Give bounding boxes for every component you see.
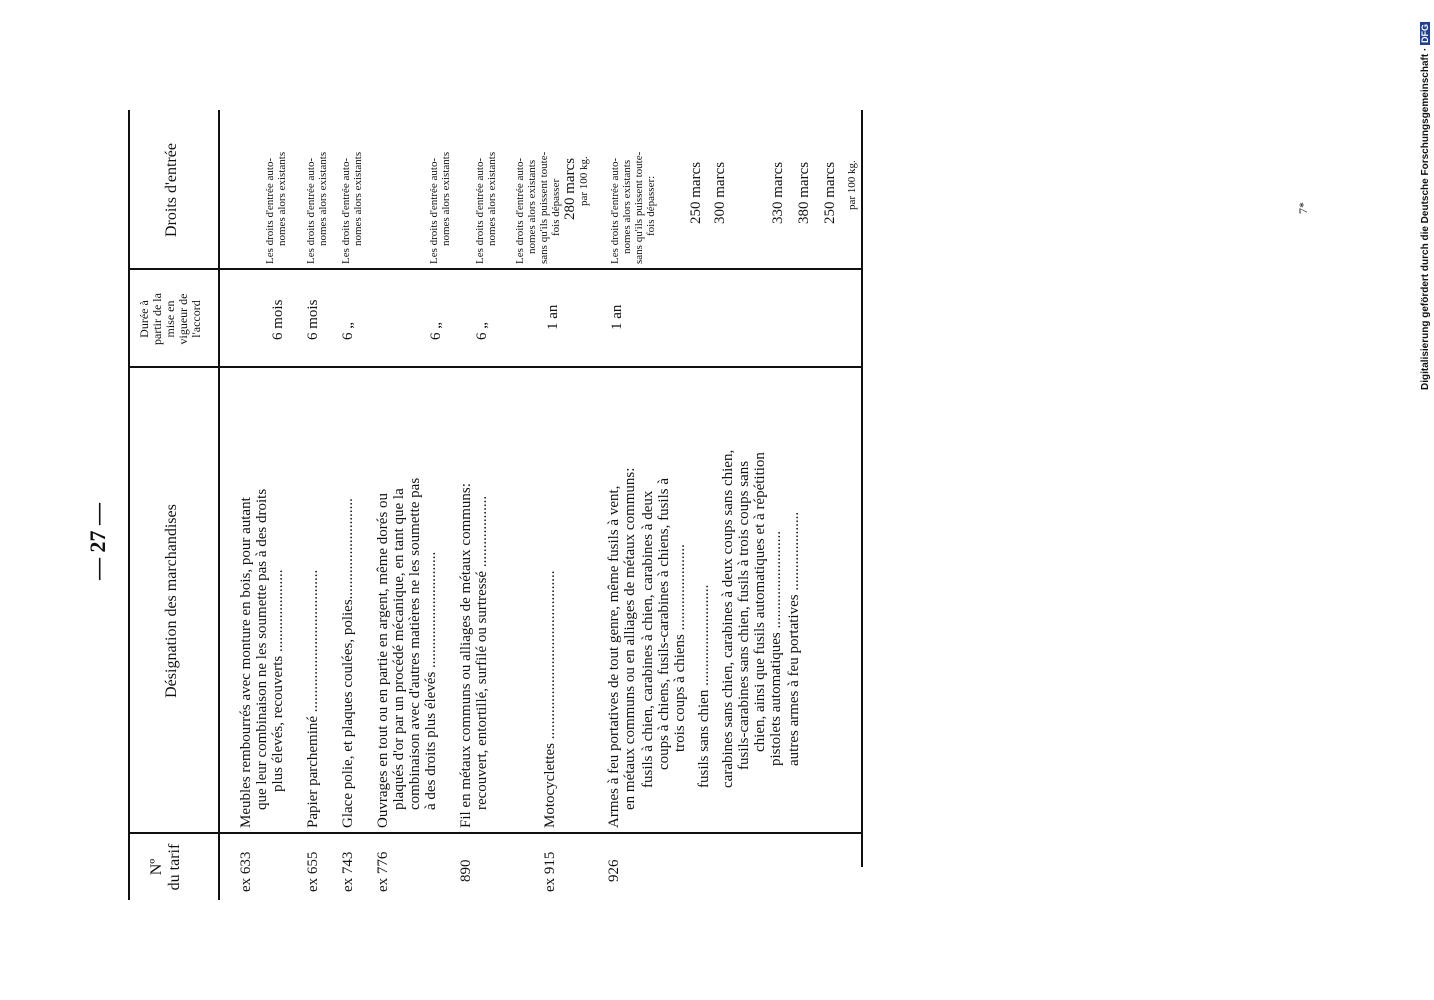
designation-line: Ouvrages en tout ou en partie en argent, même dorés ou [375, 492, 391, 828]
digitization-credit: Digitalisierung gefördert durch die Deutsche Forschungsgemeinschaft · DFG [1420, 23, 1431, 390]
droits-line: Les droits d'entrée auto- [428, 157, 440, 264]
row-tarif: ex 633 [238, 851, 254, 892]
droits-unit: par 100 kg. [846, 160, 858, 210]
droits-line: sans qu'ils puissent toute- [538, 151, 550, 264]
row-droits [609, 99, 657, 264]
subitem-line: pistolets automatiques .......................... [768, 531, 784, 766]
droits-line: Les droits d'entrée auto- [305, 157, 317, 264]
droits-value: 250 marcs [822, 161, 838, 224]
droits-unit: par 100 kg. [578, 156, 590, 206]
row-designation [458, 373, 490, 828]
folio-mark: 7* [1296, 202, 1310, 214]
row-designation [542, 373, 558, 828]
droits-line: nomes alors existants [276, 151, 288, 246]
designation-line: combinaison avec d'autres matières ne les soumette pas [407, 477, 423, 810]
row-duree: 6 „ [340, 322, 356, 340]
header-duree-line3: mise en [163, 300, 177, 338]
designation-line: plus élevés, recouverts ...................... [270, 569, 286, 792]
page-number: — 27 — [85, 503, 110, 580]
col-rule-2 [128, 366, 862, 368]
header-droits: Droits d'entrée [163, 143, 180, 237]
designation-line: Glace polie, et plaques coulées, polies........................... [340, 498, 356, 828]
droits-line: sans qu'ils puissent toute- [633, 151, 645, 264]
droits-line: Les droits d'entrée auto- [609, 157, 621, 264]
subitem-line: fusils-carabines sans chien, fusils à trois coups sans [736, 460, 752, 770]
designation-line: Fil en métaux communs ou alliages de métaux communs: [458, 483, 474, 828]
subitem [720, 373, 768, 828]
droits-line: Les droits d'entrée auto- [474, 157, 486, 264]
row-droits [514, 99, 590, 264]
row-droits [474, 99, 498, 264]
dfg-logo: DFG [1420, 23, 1430, 43]
droits-value: 280 marcs [562, 157, 578, 220]
header-designation: Désignation des marchandises [163, 504, 180, 698]
subitem [640, 373, 688, 828]
col-rule-1 [128, 832, 862, 834]
row-duree: 6 mois [305, 299, 321, 340]
row-tarif: ex 743 [340, 851, 356, 892]
droits-line: nomes alors existants [526, 159, 538, 254]
droits-line: fois dépasser [550, 178, 562, 236]
row-duree: 6 mois [270, 299, 286, 340]
table-bottom-rule [861, 110, 863, 867]
designation-line: recouvert, entortillé, surfilé ou surtressé ................... [474, 495, 490, 810]
droits-line: nomes alors existants [440, 151, 452, 246]
designation-line: à des droits plus élevés ............................... [423, 551, 439, 810]
designation-line: en métaux communs ou en alliages de métaux communs: [622, 467, 638, 810]
droits-value: 300 marcs [712, 161, 728, 224]
subitem-line: fusils sans chien ........................... [696, 584, 712, 788]
subitem [768, 373, 784, 828]
designation-line: Armes à feu portatives de tout genre, même fusils à vent, [606, 485, 622, 828]
header-tarif [148, 834, 184, 900]
subitem [696, 373, 712, 828]
header-bottom-rule [218, 110, 220, 900]
row-duree: 6 „ [474, 322, 490, 340]
subitem-line: carabines sans chien, carabines à deux coups sans chien, [720, 449, 736, 788]
droits-line: nomes alors existants [352, 151, 364, 246]
droits-value: 380 marcs [796, 161, 812, 224]
row-droits [428, 99, 452, 264]
row-designation [606, 373, 802, 828]
droits-value: 250 marcs [688, 161, 704, 224]
row-designation [375, 373, 439, 828]
header-duree-line1: Durée à [137, 300, 151, 338]
row-duree: 1 an [545, 304, 561, 330]
row-tarif: 890 [458, 859, 474, 882]
droits-line: fois dépasser: [645, 175, 657, 236]
droits-line: nomes alors existants [486, 151, 498, 246]
subitem-line: fusils à chien, carabines à chien, carabines à deux [640, 490, 656, 788]
subitem-line: autres armes à feu portatives ..................... [786, 511, 802, 766]
droits-line: Les droits d'entrée auto- [514, 157, 526, 264]
row-droits [340, 99, 364, 264]
header-duree [138, 270, 203, 368]
header-duree-line5: l'accord [189, 300, 203, 338]
designation-line: plaqués d'or par un procédé mécanique, en tant que la [391, 488, 407, 810]
designation-line: Meubles rembourrés avec monture en bois, pour autant [238, 497, 254, 828]
row-tarif: 926 [606, 859, 622, 882]
row-droits [305, 99, 329, 264]
row-designation [340, 373, 356, 828]
row-tarif: ex 776 [375, 851, 391, 892]
subitem-line: trois coups à chiens ....................... [672, 544, 688, 752]
droits-line: nomes alors existants [621, 159, 633, 254]
header-duree-line2: partir de la [150, 293, 164, 345]
droits-line: Les droits d'entrée auto- [264, 157, 276, 264]
header-duree-line4: vigueur de [176, 293, 190, 345]
designation-line: Papier parcheminé ...................................... [305, 569, 321, 828]
row-droits [264, 79, 288, 284]
designation-line: Motocyclettes ............................................. [542, 570, 558, 828]
header-tarif-line1: Nº [148, 858, 165, 876]
credit-text: Digitalisierung gefördert durch die Deutsche Forschungsgemeinschaft [1420, 53, 1431, 390]
row-designation [305, 373, 321, 828]
row-tarif: ex 915 [542, 851, 558, 892]
row-designation [238, 373, 286, 828]
designation-line: que leur combinaison ne les soumette pas à des droits [254, 488, 270, 810]
subitem-line: chien, ainsi que fusils automatiques et à répétition [752, 452, 768, 752]
col-rule-3 [128, 268, 862, 270]
row-duree: 6 „ [428, 322, 444, 340]
row-duree: 1 an [609, 304, 625, 330]
droits-line: nomes alors existants [317, 151, 329, 246]
subitem-line: coups à chiens, fusils-carabines à chiens, fusils à [656, 478, 672, 770]
droits-line: Les droits d'entrée auto- [340, 157, 352, 264]
row-tarif: ex 655 [305, 851, 321, 892]
header-tarif-line2: du tarif [166, 843, 183, 891]
table-top-rule [128, 110, 130, 900]
droits-value: 330 marcs [770, 161, 786, 224]
subitem [786, 373, 802, 828]
